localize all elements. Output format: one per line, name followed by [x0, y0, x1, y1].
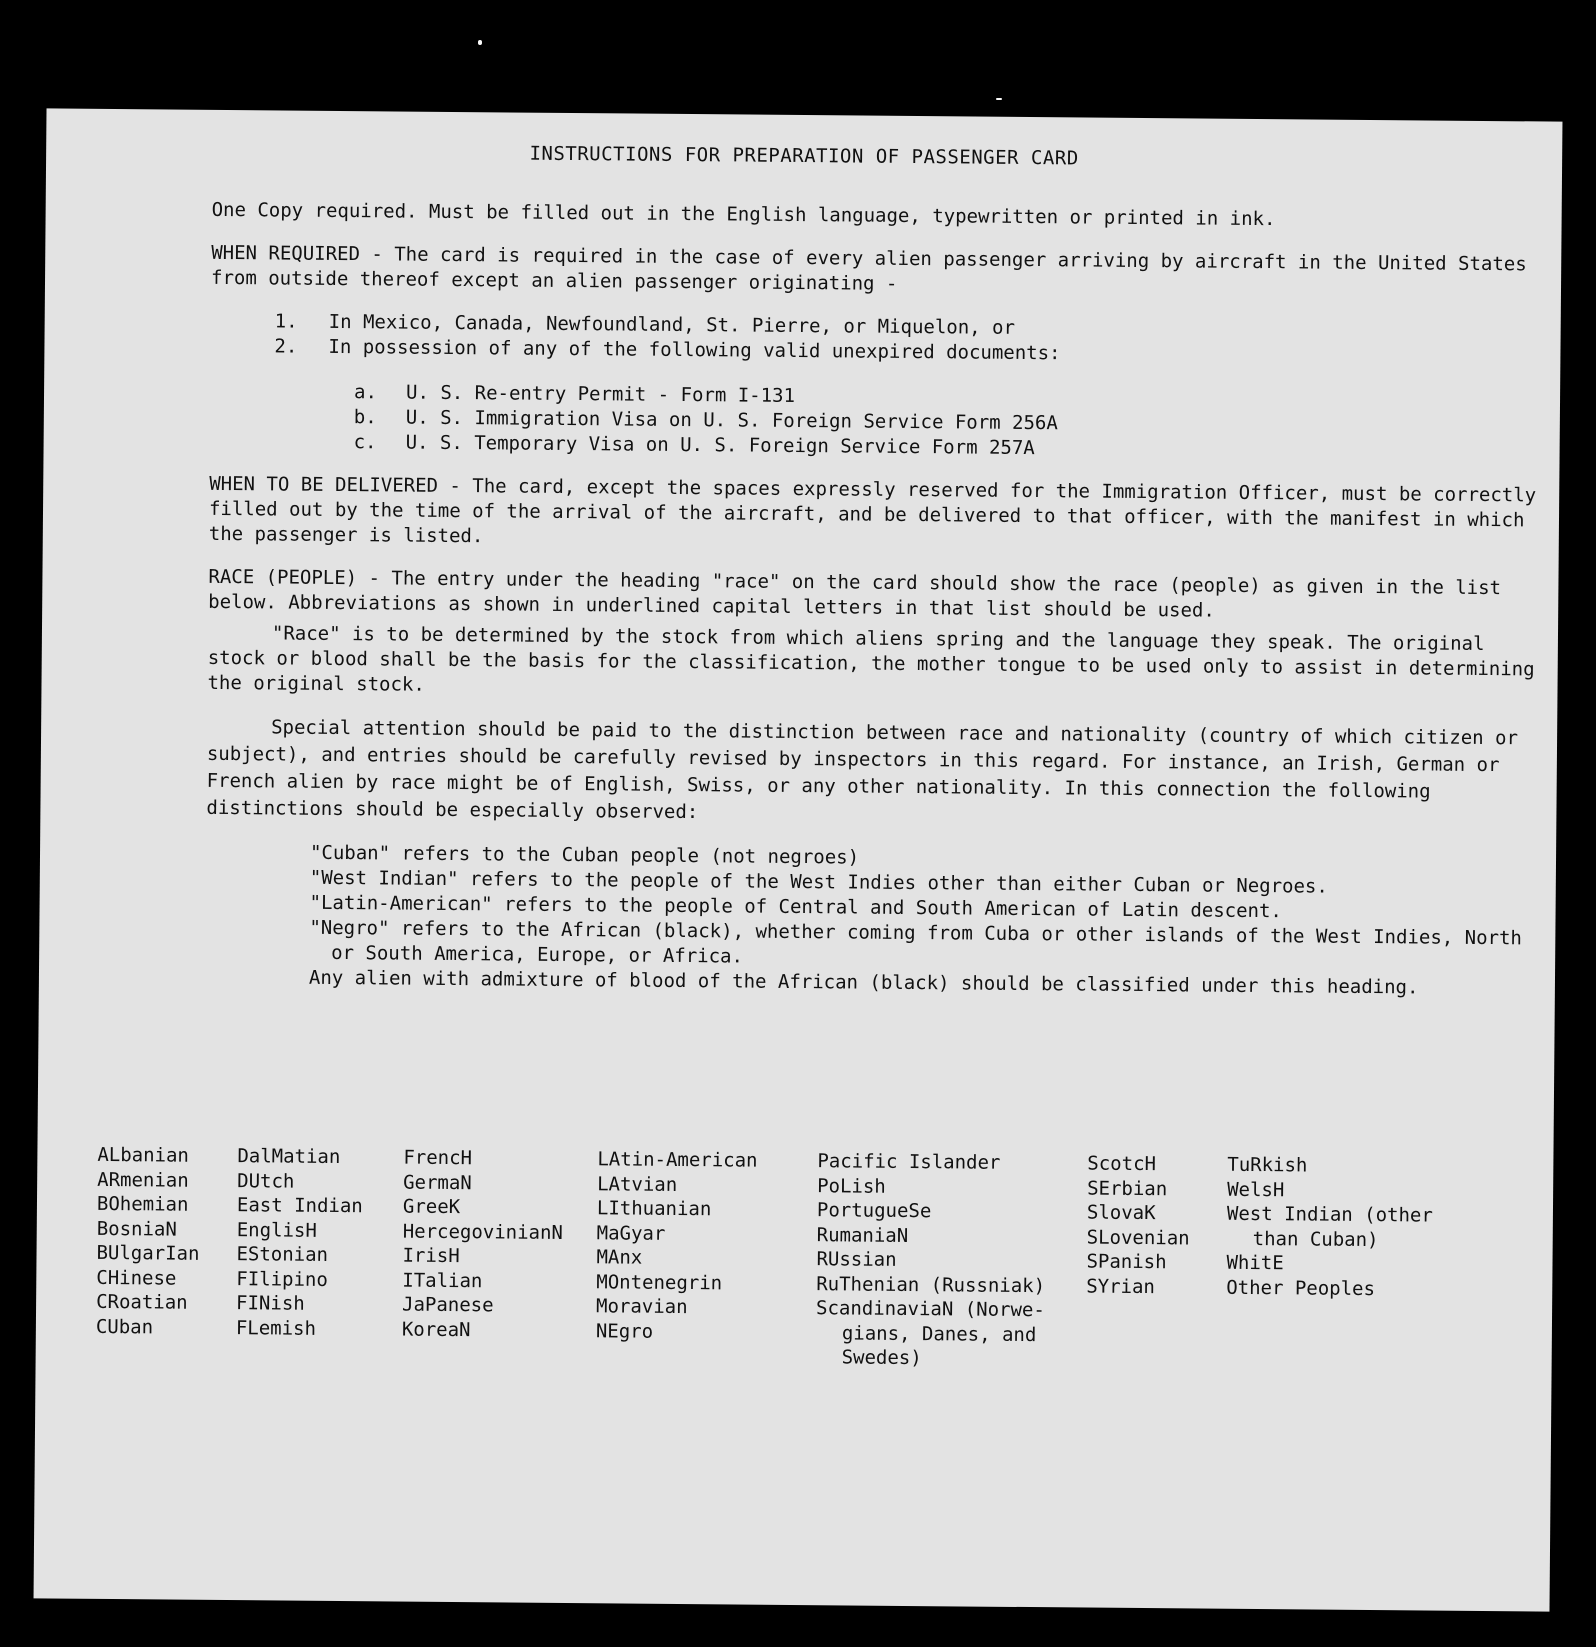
- race-item: SLovenian: [1086, 1226, 1190, 1249]
- race-item: CUban: [95, 1315, 154, 1338]
- list-text: U. S. Re-entry Permit - Form I-131: [405, 381, 796, 407]
- race-item: MOntenegrin: [596, 1270, 723, 1294]
- race-item: FINish: [236, 1292, 305, 1315]
- race-item: RuThenian (Russniak): [816, 1272, 1046, 1297]
- race-item: West Indian (other: [1226, 1202, 1433, 1227]
- race-item: CRoatian: [96, 1290, 188, 1314]
- race-item-continuation: Swedes): [841, 1346, 922, 1370]
- race-paragraph: RACE (PEOPLE) - The entry under the heading "race" on the card should show the race (people) as given in the list below. Abbreviations as shown in underlined capital letters in that list should be used.: [208, 565, 1502, 622]
- distinction-item: "Negro" refers to the African (black), whether coming from Cuba or other islands of the West Indies, North or South America, Europe, or Africa.: [309, 916, 1522, 968]
- scan-speck: [996, 98, 1002, 100]
- race-item: TuRkish: [1227, 1153, 1308, 1177]
- race-item: ScotcH: [1087, 1152, 1157, 1176]
- page-title: INSTRUCTIONS FOR PREPARATION OF PASSENGER CARD: [529, 142, 1079, 170]
- race-item: Other Peoples: [1226, 1276, 1376, 1300]
- race-item: EnglisH: [236, 1218, 317, 1242]
- race-item-continuation: than Cuban): [1252, 1227, 1379, 1251]
- passenger-card-instructions-sheet: [34, 108, 1563, 1611]
- race-item: FIlipino: [236, 1267, 328, 1291]
- race-item: LAtin-American: [597, 1148, 758, 1172]
- race-item: SPanish: [1086, 1250, 1167, 1274]
- race-item: EStonian: [236, 1243, 329, 1266]
- race-column-6: [1086, 1152, 1190, 1300]
- distinction-item: "Cuban" refers to the Cuban people (not negroes): [309, 841, 860, 869]
- race-item: East Indian: [236, 1194, 363, 1218]
- race-item: Moravian: [596, 1295, 688, 1319]
- race-list: [95, 1143, 1548, 1370]
- race-item: ITalian: [402, 1269, 483, 1292]
- race-item: RUssian: [816, 1248, 897, 1271]
- when-delivered-paragraph: WHEN TO BE DELIVERED - The card, except the spaces expressly reserved for the Immigration Officer, must be correctly filled out by the time of the arrival of the aircraft, and be delivered to that officer, with the manifest in which the passenger is listed.: [208, 472, 1537, 548]
- list-letter: b.: [353, 406, 377, 429]
- race-item: NEgro: [595, 1319, 654, 1343]
- list-text: U. S. Temporary Visa on U. S. Foreign Service Form 257A: [405, 431, 1035, 460]
- exception-list: [274, 309, 1550, 370]
- document-list: [354, 380, 1551, 465]
- race-definition-paragraph: "Race" is to be determined by the stock from which aliens spring and the language they speak. The original stock or blood shall be the basis for the classification, the mother tongue to be used only to assist in determining the original stock.: [207, 622, 1535, 696]
- race-item: Pacific Islander: [817, 1150, 1001, 1174]
- race-item: CHinese: [96, 1266, 177, 1290]
- list-text: U. S. Immigration Visa on U. S. Foreign Service Form 256A: [405, 406, 1058, 435]
- scan-speck: [478, 40, 482, 45]
- race-item: SYrian: [1086, 1275, 1156, 1298]
- race-item: BOhemian: [96, 1192, 189, 1216]
- list-number: 2.: [274, 335, 298, 358]
- race-item: IrisH: [402, 1244, 460, 1268]
- race-item: ALbanian: [97, 1143, 190, 1167]
- race-item: RumaniaN: [816, 1223, 909, 1247]
- race-item: LIthuanian: [596, 1197, 712, 1221]
- list-text: In Mexico, Canada, Newfoundland, St. Pierre, or Miquelon, or: [328, 310, 1016, 339]
- race-item: WelsH: [1227, 1178, 1285, 1201]
- race-item: KoreaN: [401, 1318, 471, 1341]
- race-item: MaGyar: [596, 1221, 666, 1245]
- race-item: WhitE: [1226, 1251, 1284, 1275]
- race-item: GermaN: [403, 1171, 472, 1194]
- race-item: HercegovinianN: [402, 1220, 563, 1244]
- race-item: PoLish: [817, 1174, 886, 1198]
- list-letter: c.: [353, 431, 377, 454]
- race-item-continuation: gians, Danes, and: [841, 1321, 1037, 1346]
- race-item: SErbian: [1087, 1177, 1168, 1200]
- race-item: SlovaK: [1086, 1201, 1156, 1225]
- when-required-paragraph: WHEN REQUIRED - The card is required in the case of every alien passenger arriving by aircraft in the United States from outside thereof except an alien passenger originating -: [210, 241, 1527, 295]
- list-number: 1.: [274, 310, 298, 333]
- race-item: PortugueSe: [816, 1199, 932, 1223]
- list-letter: a.: [353, 381, 378, 404]
- distinction-item: "West Indian" refers to the people of the West Indies other than either Cuban or Negroes.: [309, 866, 1328, 898]
- distinction-item: Any alien with admixture of blood of the African (black) should be classified under this heading.: [308, 966, 1419, 999]
- race-column-3: [402, 1146, 564, 1343]
- race-item: BosniaN: [96, 1217, 177, 1241]
- instructions-body: [205, 198, 1552, 1002]
- race-item: ARmenian: [97, 1168, 189, 1192]
- race-column-5: [816, 1149, 1047, 1371]
- race-item: LAtvian: [597, 1172, 678, 1196]
- distinction-item: "Latin-American" refers to the people of Central and South American of Latin descent.: [309, 891, 1282, 923]
- race-item: GreeK: [402, 1195, 461, 1219]
- race-column-2: [236, 1144, 364, 1341]
- race-column-1: [96, 1143, 201, 1340]
- race-column-4: [596, 1147, 758, 1344]
- race-item: FLemish: [235, 1316, 317, 1340]
- race-item: JaPanese: [402, 1293, 494, 1317]
- race-item: DUtch: [237, 1169, 295, 1193]
- race-item: MAnx: [596, 1246, 643, 1269]
- special-attention-paragraph: Special attention should be paid to the distinction between race and nationality (country of which citizen or subject), and entries should be carefully revised by inspectors in this regard. For instance, an Irish, German or French alien by race might be of English, Swiss, or any other nationality. In this connection the following distinctions should be especially observed:: [206, 716, 1519, 824]
- race-column-7: [1226, 1153, 1433, 1302]
- race-item: BUlgarIan: [96, 1241, 200, 1265]
- distinctions-list: [309, 841, 1546, 1002]
- list-text: In possession of any of the following valid unexpired documents:: [328, 335, 1061, 365]
- race-item: DalMatian: [237, 1145, 341, 1169]
- copy-paragraph: One Copy required. Must be filled out in the English language, typewritten or printed in ink.: [211, 198, 1276, 231]
- race-item: ScandinaviaN (Norwe-: [815, 1297, 1045, 1322]
- race-item: FrencH: [403, 1146, 473, 1170]
